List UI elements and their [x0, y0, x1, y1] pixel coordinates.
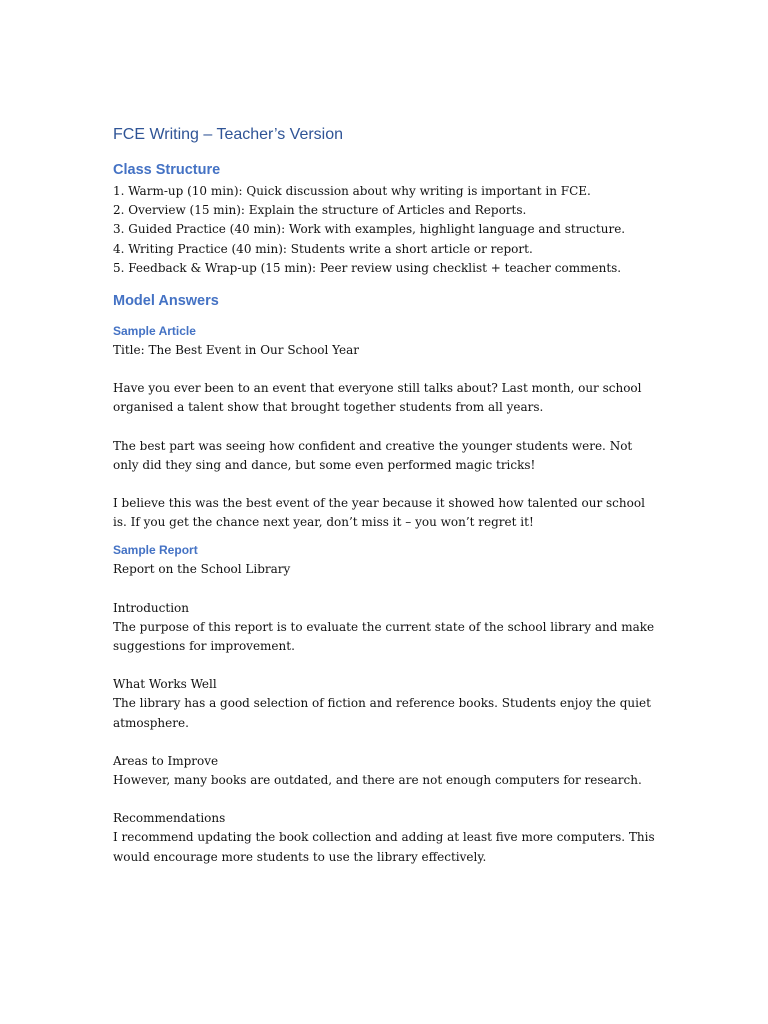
list-item: 3. Guided Practice (40 min): Work with examples, highlight language and structure. — [113, 222, 626, 237]
report-section-label: Areas to Improve — [113, 753, 219, 768]
report-section-text: I recommend updating the book collection and adding at least five more computers. This would encourage more students to use the library effectively. — [113, 830, 655, 864]
article-paragraph: The best part was seeing how confident and creative the younger students were. Not only did they sing and dance, but some even performed magic tricks! — [113, 438, 633, 472]
article-title-line: Title: The Best Event in Our School Year — [113, 343, 359, 358]
report-section-text: The library has a good selection of fiction and reference books. Students enjoy the quiet atmosphere. — [113, 696, 651, 730]
sample-article-heading: Sample Article — [113, 324, 196, 339]
list-item: 4. Writing Practice (40 min): Students write a short article or report. — [113, 241, 533, 256]
article-paragraph: Have you ever been to an event that everyone still talks about? Last month, our school organised a talent show that brought together students from all years. — [113, 381, 642, 415]
class-structure-list — [113, 182, 658, 278]
list-item: 1. Warm-up (10 min): Quick discussion about why writing is important in FCE. — [113, 184, 591, 198]
document-page — [113, 124, 658, 867]
report-section-label: Introduction — [113, 600, 189, 615]
article-paragraph: I believe this was the best event of the year because it showed how talented our school is. If you get the chance next year, don’t miss it – you won’t regret it! — [113, 496, 645, 530]
sample-report-heading: Sample Report — [113, 543, 198, 558]
report-section-label: Recommendations — [113, 811, 226, 826]
model-answers-heading: Model Answers — [113, 293, 219, 310]
class-structure-heading: Class Structure — [113, 162, 221, 178]
report-section-text: However, many books are outdated, and there are not enough computers for research. — [113, 773, 642, 788]
report-title-line: Report on the School Library — [113, 562, 291, 577]
list-item: 2. Overview (15 min): Explain the structure of Articles and Reports. — [113, 203, 527, 218]
report-section-text: The purpose of this report is to evaluate the current state of the school library and make suggestions for improvement. — [113, 619, 655, 654]
report-section-label: What Works Well — [113, 677, 217, 692]
document-title: FCE Writing – Teacher’s Version — [113, 126, 344, 143]
list-item: 5. Feedback & Wrap-up (15 min): Peer review using checklist + teacher comments. — [113, 260, 622, 275]
